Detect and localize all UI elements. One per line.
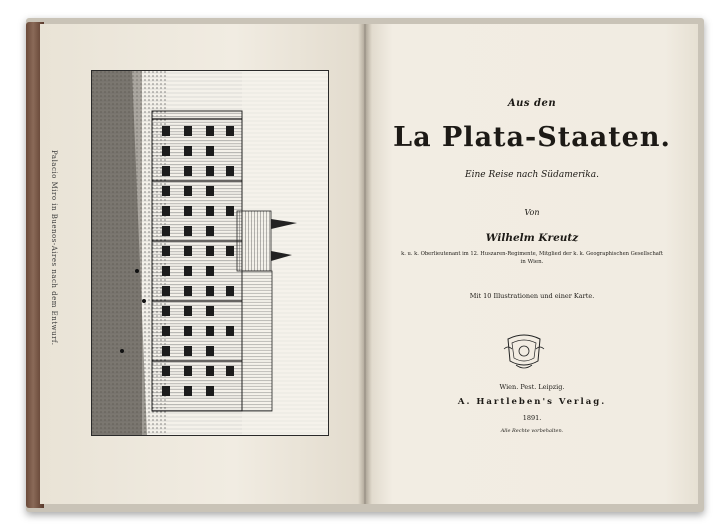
engraving-caption: Palacio Miro in Buenos-Aires nach dem Entwurf. [50,150,58,346]
publisher-vignette-icon [502,331,546,371]
publication-year: 1891. [522,414,542,422]
rights-notice: Alle Rechte vorbehalten. [500,428,564,434]
author-name: Wilhelm Kreutz [485,232,579,244]
book-title: La Plata-Staaten. [393,122,671,153]
illustrations-note: Mit 10 Illustrationen und einer Karte. [469,292,595,300]
publisher-name: A. Hartleben's Verlag. [457,397,607,407]
palace-illustration [92,71,328,435]
subtitle: Eine Reise nach Südamerika. [465,170,599,180]
publication-places: Wien. Pest. Leipzig. [499,383,565,391]
author-location: in Wien. [520,259,544,265]
author-description: k. u. k. Oberlieutenant im 12. Huszaren-Regimente, Mitglied der k. k. Geographischen Gesellschaft [401,251,663,257]
by-label: Von [524,208,540,217]
pre-title: Aus den [507,98,557,109]
frontispiece-engraving [91,70,329,436]
